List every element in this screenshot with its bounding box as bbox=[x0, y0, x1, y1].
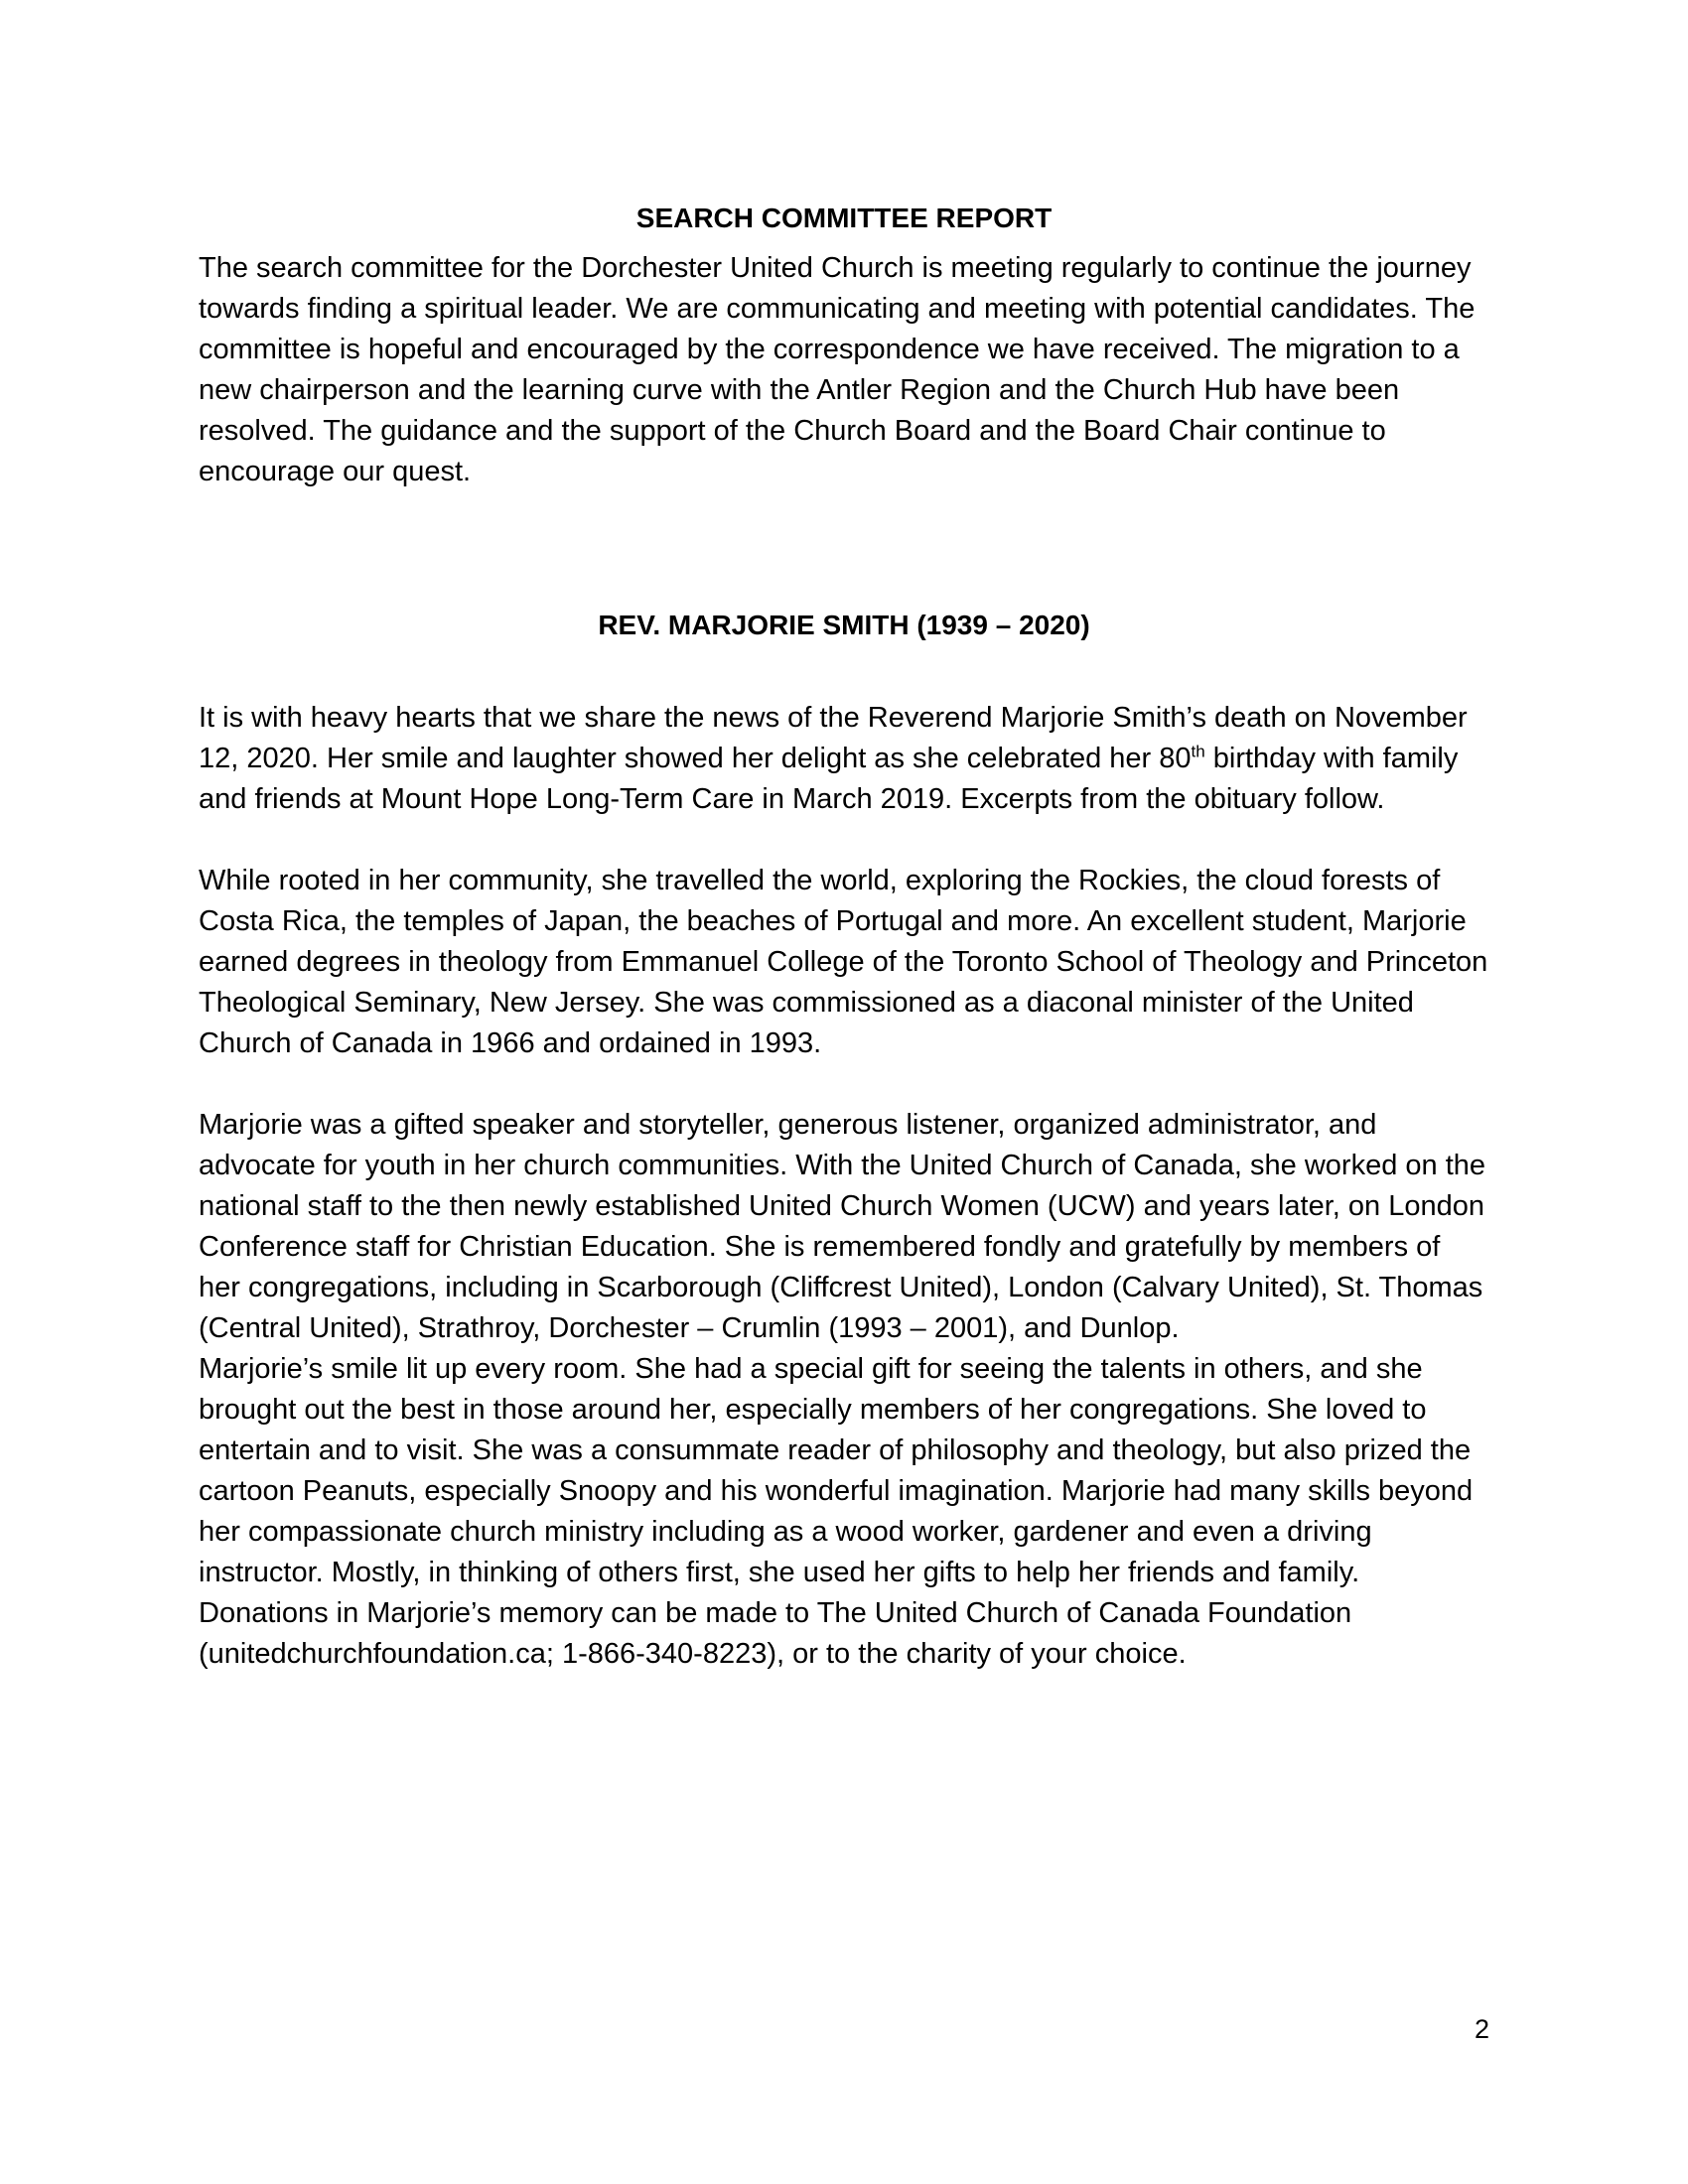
obituary-paragraph-5: Donations in Marjorie’s memory can be made to The United Church of Canada Foundation (unitedchurchfoundation.ca; 1-866-340-8223), or to the charity of your choice. bbox=[199, 1597, 1352, 1670]
obituary-paragraph-1 bbox=[199, 698, 1489, 820]
obituary-paragraph-4: Marjorie’s smile lit up every room. She had a special gift for seeing the talents in others, and she brought out the best in those around her, especially members of her congregations. She loved to entertain and to visit. She was a consummate reader of philosophy and theology, but also prized the cartoon Peanuts, especially Snoopy and his wonderful imagination. Marjorie had many skills beyond her compassionate church ministry including as a wood worker, gardener and even a driving instructor. Mostly, in thinking of others first, she used her gifts to help her friends and family. bbox=[199, 1353, 1474, 1588]
search-committee-paragraph: The search committee for the Dorchester United Church is meeting regularly to continue the journey towards finding a spiritual leader. We are communicating and meeting with potential candidates. The committee is hopeful and encouraged by the correspondence we have received. The migration to a new chairperson and the learning curve with the Antler Region and the Church Hub have been resolved. The guidance and the support of the Church Board and the Board Chair continue to encourage our quest. bbox=[199, 252, 1476, 487]
obituary-paragraph-1-text-a: It is with heavy hearts that we share the news of the Reverend Marjorie Smith’s death on November 12, 2020. Her smile and laughter showed her delight as she celebrated her 80 bbox=[199, 702, 1468, 774]
obituary-paragraph-1-text-b: birthday with family and friends at Mount Hope Long-Term Care in March 2019. Excerpts from the obituary follow. bbox=[199, 743, 1459, 815]
document-page bbox=[199, 199, 1489, 1675]
obituary-paragraph-3: Marjorie was a gifted speaker and storyteller, generous listener, organized administrator, and advocate for youth in her church communities. With the United Church of Canada, she worked on the national staff to the then newly established United Church Women (UCW) and years later, on London Conference staff for Christian Education. She is remembered fondly and gratefully by members of her congregations, including in Scarborough (Cliffcrest United), London (Calvary United), St. Thomas (Central United), Strathroy, Dorchester – Crumlin (1993 – 2001), and Dunlop. bbox=[199, 1109, 1486, 1344]
ordinal-suffix: th bbox=[1191, 742, 1205, 761]
obituary-paragraph-2: While rooted in her community, she travelled the world, exploring the Rockies, the cloud forests of Costa Rica, the temples of Japan, the beaches of Portugal and more. An excellent student, Marjorie earned degrees in theology from Emmanuel College of the Toronto School of Theology and Princeton Theological Seminary, New Jersey. She was commissioned as a diaconal minister of the United Church of Canada in 1966 and ordained in 1993. bbox=[199, 865, 1488, 1059]
obituary-heading: REV. MARJORIE SMITH (1939 – 2020) bbox=[598, 610, 1090, 640]
page-number: 2 bbox=[1474, 2014, 1489, 2044]
search-committee-heading: SEARCH COMMITTEE REPORT bbox=[635, 203, 1053, 233]
